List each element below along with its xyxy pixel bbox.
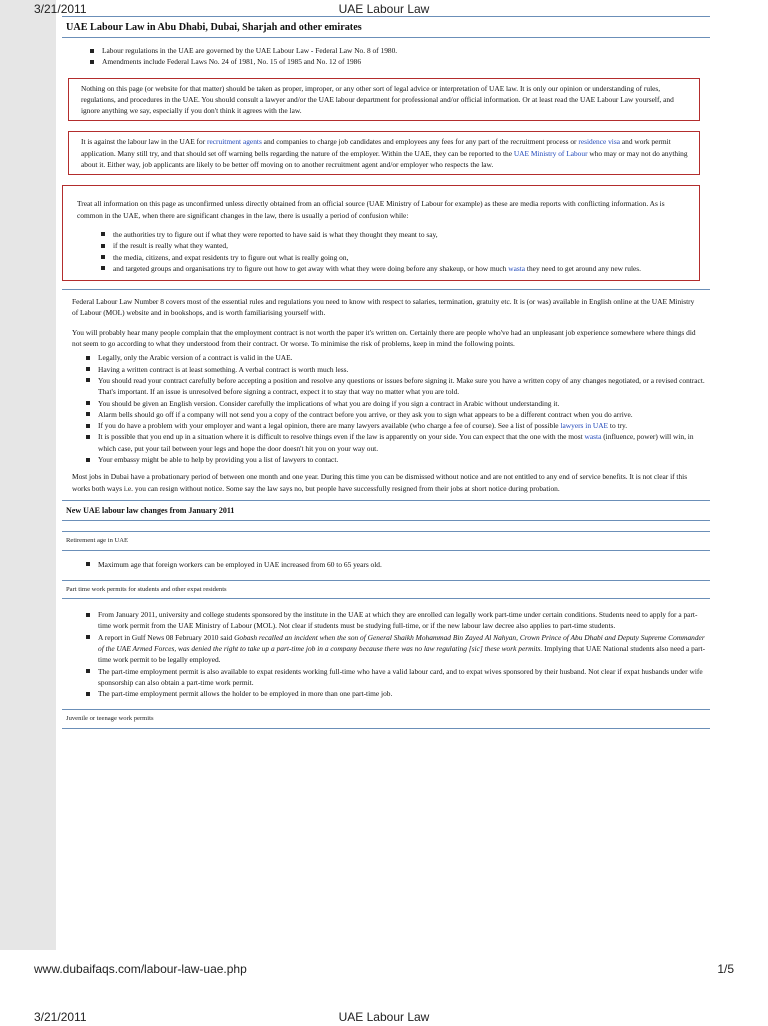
list-item (62, 431, 710, 454)
fees-text: who may or may not do anything about it. Either way, job applicants are likely to be better off moving on to another recruitment agent and/or employer who respects the law. (81, 148, 688, 170)
federal-law-paragraph: Federal Labour Law Number 8 covers most of the essential rules and regulations you need to know with respect to salaries, termination, gratuity etc. It is (or was) available in English online at the UAE Ministry of Labour (MOL) website and in bookshops, and is worth familiarising yourself with. (72, 297, 695, 318)
intro-list (66, 45, 710, 68)
fees-text: and work permit application. Many still try, and that should set off warning bells regarding the nature of the employer. Within the UAE, they can be reported to the (81, 137, 671, 158)
page-title: UAE Labour Law in Abu Dhabi, Dubai, Sharjah and other emirates (62, 16, 710, 38)
list-item: The part-time employment permit is also available to expat residents working full-time who have a valid labour card, and to expat wives sponsored by their husband. Not clear if expat husbands under wife sponsorship can also obtain a part-time work permit. (62, 666, 710, 689)
contract-points-list (62, 352, 710, 465)
wasta-link[interactable]: wasta (584, 432, 602, 442)
list-item-text: (influence, power) will win, in which case, put your tail between your legs and hope the door doesn't hit you on your way out. (98, 432, 694, 453)
retirement-list (62, 559, 710, 570)
list-item-text: A report in Gulf News 08 February 2010 said (98, 632, 235, 642)
list-item-text: to try. (608, 421, 628, 431)
print-date: 3/21/2011 (34, 1010, 87, 1024)
parttime-list (62, 609, 710, 699)
unconfirmed-info-box (62, 185, 700, 281)
lawyers-link[interactable]: lawyers in UAE (560, 421, 609, 431)
list-item: Legally, only the Arabic version of a contract is valid in the UAE. (62, 352, 710, 363)
list-item: Alarm bells should go off if a company will not send you a copy of the contract before you arrive, or they ask you to sign what appears to be a different contract when you do arrive. (62, 409, 710, 420)
juvenile-heading: Juvenile or teenage work permits (62, 710, 710, 728)
print-title: UAE Labour Law (338, 2, 430, 16)
print-date: 3/21/2011 (34, 2, 87, 16)
fees-text: and companies to charge job candidates and employees any fees for any part of the recruitment process or (261, 137, 579, 147)
page-number: 1/5 (717, 962, 734, 976)
page-content (62, 16, 710, 948)
list-item: the media, citizens, and expat residents try to figure out what is really going on, (77, 252, 689, 263)
list-item: The part-time employment permit allows the holder to be employed in more than one part-time job. (62, 688, 710, 699)
list-item-text: they need to get around any new rules. (525, 263, 642, 273)
list-item: Maximum age that foreign workers can be employed in UAE increased from 60 to 65 years old. (62, 559, 710, 570)
list-item: You should be given an English version. Consider carefully the implications of what you are doing if you sign a contract in Arabic without understanding it. (62, 398, 710, 409)
list-item-text: It is possible that you end up in a situation where it is difficult to resolve things even if the law is apparently on your side. You can expect that the one with the most (98, 432, 585, 442)
print-url: www.dubaifaqs.com/labour-law-uae.php (34, 962, 247, 976)
print-title: UAE Labour Law (338, 1010, 430, 1024)
fees-text: It is against the labour law in the UAE for (81, 137, 208, 147)
unconfirmed-text: Treat all information on this page as unconfirmed unless directly obtained from an official source (UAE Ministry of Labour for example) as these are media reports with conflicting information. As is common in the UAE, when there are significant changes in the law, there is usually a period of confusion while: (77, 199, 665, 220)
changes-heading: New UAE labour law changes from January 2011 (62, 501, 710, 521)
list-item: Your embassy might be able to help by providing you a list of lawyers to contact. (62, 454, 710, 465)
wasta-link[interactable]: wasta (508, 263, 526, 273)
list-item: Amendments include Federal Laws No. 24 of 1981, No. 15 of 1985 and No. 12 of 1986 (66, 56, 710, 67)
list-item: if the result is really what they wanted, (77, 240, 689, 251)
list-item-text: Implying that UAE National students also need a part-time work permit to be legally employed. (98, 643, 706, 665)
ministry-of-labour-link[interactable]: UAE Ministry of Labour (513, 148, 588, 158)
confusion-list (77, 229, 689, 274)
parttime-heading: Part time work permits for students and other expat residents (62, 581, 710, 599)
list-item (77, 263, 689, 274)
list-item: From January 2011, university and college students sponsored by the institute in the UAE at which they are enrolled can legally work part-time under certain conditions. Students need to apply for a part-time work permit from the UAE Ministry of Labour (MOL). Not clear if students must be studying full-time, or if the new labour law decree also applies to part-time students. (62, 609, 710, 632)
list-item: You should read your contract carefully before accepting a position and resolve any questions or issues before signing it. Make sure you have a written copy of any changes negotiated, or a revised contract. That's important. If an issue is unresolved before signing a contract, expect it to stay that way no matter what you are told. (62, 375, 710, 398)
fees-warning-box (68, 131, 700, 175)
contract-complaint-paragraph: You will probably hear many people complain that the employment contract is not worth the paper it's written on. Certainly there are people who've had an unpleasant job experience somewhere where things did not seem to go according to what they understood from their contract. Or worse. To minimise the risk of problems, keep in mind the following points. (72, 327, 696, 349)
list-item (62, 420, 710, 431)
list-item: the authorities try to figure out if what they were reported to have said is what they thought they meant to say, (77, 229, 689, 240)
list-item-text: and targeted groups and organisations try to figure out how to get away with what they were doing before any shakeup, or how much (113, 263, 509, 273)
recruitment-agents-link[interactable]: recruitment agents (207, 137, 262, 147)
page-gutter (0, 0, 56, 950)
disclaimer-text: Nothing on this page (or website for that matter) should be taken as proper, improper, or any other sort of legal advice or interpretation of UAE law. It is only our opinion or understanding of rules, regulations, and procedures in the UAE. You should consult a lawyer and/or the UAE labour department for professional and/or official information. Or at least read the UAE Labour Law yourself, and ignore anything we say, especially if you don't think it agrees with the law. (81, 83, 674, 116)
list-item-text: If you do have a problem with your employer and want a legal opinion, there are many lawyers available (who charge a fee of course). See a list of possible (98, 421, 561, 431)
disclaimer-box (68, 78, 700, 122)
residence-visa-link[interactable]: residence visa (578, 137, 621, 147)
probation-paragraph: Most jobs in Dubai have a probationary period of between one month and one year. During this time you can be dismissed without notice and are not entitled to any end of service benefits. It is not clear if this works both ways i.e. you can resign without notice. Some say the law says no, but people have successfully resigned from their jobs at short notice during probation. (72, 472, 688, 493)
list-item (62, 632, 710, 666)
divider (62, 289, 710, 290)
list-item: Labour regulations in the UAE are governed by the UAE Labour Law - Federal Law No. 8 of 1980. (66, 45, 710, 56)
retirement-heading: Retirement age in UAE (62, 532, 710, 550)
quote-text: Gobash recalled an incident when the son of General Shaikh Mohammad Bin Zayed Al Nahyan, Crown Prince of Abu Dhabi and Deputy Supreme Commander of the UAE Armed Forces, was denied the right to take up a part-time job in a company because there was no law regulating [sic] these work permits. (98, 632, 705, 653)
list-item: Having a written contract is at least something. A verbal contract is worth much less. (62, 364, 710, 375)
